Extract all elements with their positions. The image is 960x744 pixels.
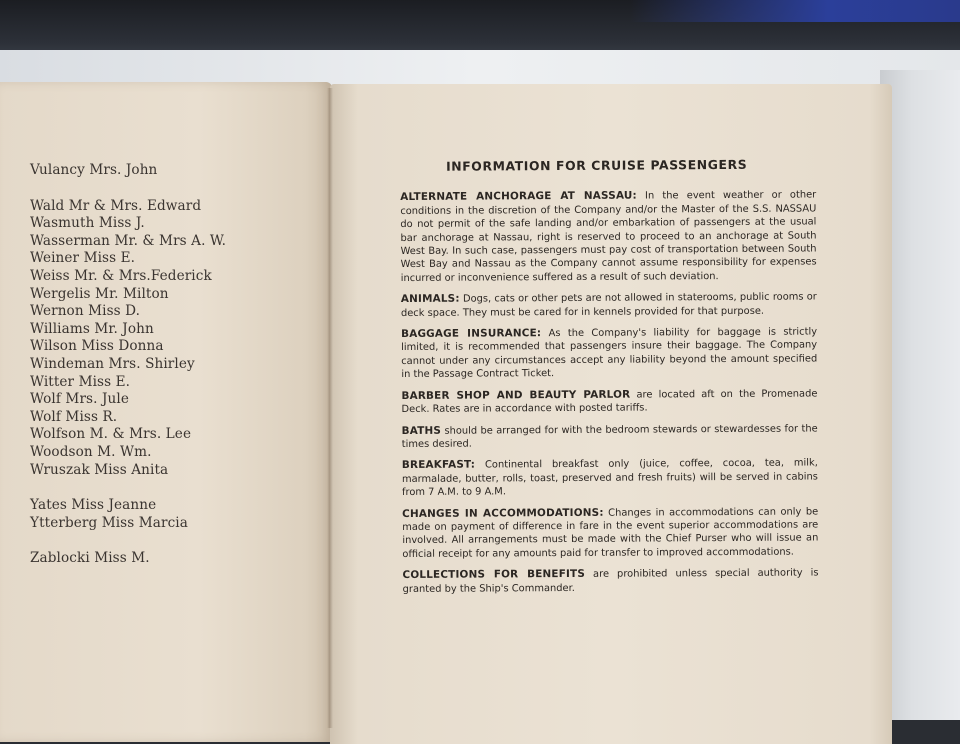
section-text: are prohibited unless special authority is granted by the Ship's Commander. bbox=[402, 567, 819, 595]
section-term: ANIMALS: bbox=[400, 292, 460, 306]
passenger-name: Zablocki Miss M. bbox=[30, 550, 150, 567]
passenger-name: Woodson M. Wm. bbox=[30, 443, 152, 460]
passenger-name: Wergelis Mr. Milton bbox=[30, 285, 169, 302]
passenger-name: Wolfson M. & Mrs. Lee bbox=[30, 426, 192, 443]
section-text: As the Company's liability for baggage is strictly limited, it is recommended that passengers insure their baggage. The Company cannot under any circumstances accept any liability beyond the amount specified in the Passage Contract Ticket. bbox=[401, 326, 818, 381]
passenger-name: Williams Mr. John bbox=[30, 320, 154, 337]
section-term: BAGGAGE INSURANCE: bbox=[401, 327, 542, 341]
info-section bbox=[402, 567, 818, 596]
section-term: BREAKFAST: bbox=[401, 458, 476, 472]
background-right bbox=[880, 70, 960, 720]
page-title: INFORMATION FOR CRUISE PASSENGERS bbox=[445, 156, 748, 174]
info-section bbox=[402, 505, 818, 561]
section-term: BATHS bbox=[401, 424, 442, 437]
section-text: In the event weather or other conditions in the discretion of the Company and/or the Master of the S.S. NASSAU do not permit of the safe landing and/or embarkation of passengers at the usual bar anchorage at Nassau, right is reserved to proceed to an anchorage at South West Bay. In such case, passengers must pay cost of transportation between South West Bay and Nassau as the Company cannot assume responsibility for expenses incurred or inconvenience suffered as a result of such deviation. bbox=[400, 189, 817, 284]
info-section bbox=[400, 189, 817, 285]
info-section bbox=[402, 422, 818, 451]
section-text: should be arranged for with the bedroom stewards or stewardesses for the times desired. bbox=[401, 422, 818, 450]
passenger-name: Vulancy Mrs. John bbox=[30, 162, 158, 178]
section-term: CHANGES IN ACCOMMODATIONS: bbox=[402, 506, 604, 520]
info-section bbox=[401, 326, 817, 382]
passenger-name: Windeman Mrs. Shirley bbox=[30, 355, 195, 372]
section-text: Changes in accommodations can only be made on payment of difference in fare in the event superior accommodations are involved. All arrangements must be made with the Chief Purser who will issue an official receipt for any amounts paid for transfer to improved accommodations. bbox=[402, 505, 819, 560]
passenger-name: Wilson Miss Donna bbox=[30, 338, 164, 355]
passenger-name: Wolf Mrs. Jule bbox=[30, 391, 129, 408]
section-term: COLLECTIONS FOR BENEFITS bbox=[402, 568, 586, 582]
info-section bbox=[401, 387, 817, 416]
passenger-list bbox=[30, 162, 320, 568]
passenger-name: Wasmuth Miss J. bbox=[30, 215, 145, 232]
passenger-name: Ytterberg Miss Marcia bbox=[30, 514, 188, 531]
book-spine bbox=[327, 88, 333, 728]
cruise-information bbox=[400, 157, 819, 604]
section-text: Dogs, cats or other pets are not allowed in staterooms, public rooms or deck space. They must be cared for in kennels provided for that purpose. bbox=[400, 291, 817, 319]
passenger-name: Weiner Miss E. bbox=[30, 250, 136, 267]
background-blue-strip bbox=[630, 0, 960, 22]
section-term: BARBER SHOP AND BEAUTY PARLOR bbox=[401, 388, 631, 402]
passenger-name: Wruszak Miss Anita bbox=[30, 461, 169, 478]
section-term: ALTERNATE ANCHORAGE AT NASSAU: bbox=[400, 189, 637, 204]
info-section bbox=[402, 457, 818, 500]
passenger-name: Weiss Mr. & Mrs.Federick bbox=[30, 267, 212, 284]
section-text: Continental breakfast only (juice, coffee, cocoa, tea, milk, marmalade, butter, rolls, toast, preserved and fresh fruits) will be served in cabins from 7 A.M. to 9 A.M. bbox=[401, 457, 818, 499]
passenger-name: Witter Miss E. bbox=[30, 373, 131, 390]
passenger-name: Yates Miss Jeanne bbox=[30, 497, 157, 514]
section-text: are located aft on the Promenade Deck. Rates are in accordance with posted tariffs. bbox=[401, 388, 818, 416]
passenger-name: Wolf Miss R. bbox=[30, 408, 118, 425]
passenger-name: Wasserman Mr. & Mrs A. W. bbox=[30, 232, 227, 249]
passenger-name: Wald Mr & Mrs. Edward bbox=[30, 197, 202, 214]
passenger-name: Wernon Miss D. bbox=[30, 303, 141, 320]
info-section bbox=[401, 291, 817, 320]
